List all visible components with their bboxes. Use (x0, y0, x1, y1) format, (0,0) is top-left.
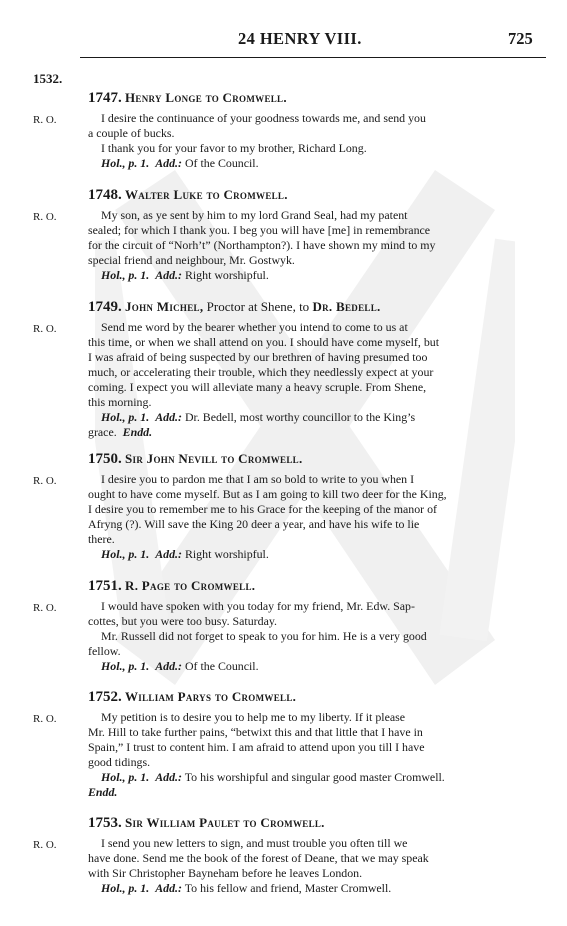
margin-note: R. O. (33, 475, 57, 487)
entry-line: Spain,” I trust to content him. I am afraid to attend upon you till I have (88, 740, 425, 754)
entry-heading: 1750. Sir John Nevill to Cromwell. (88, 451, 303, 467)
entry-line: special friend and neighbour, Mr. Gostwyk. (88, 253, 295, 267)
address-line: Hol., p. 1. Add.: Right worshipful. (101, 547, 269, 561)
entry-line: this time, or when we shall attend on you. I should have come myself, but (88, 335, 440, 349)
address-line: Hol., p. 1. Add.: To his worshipful and singular good master Cromwell. (101, 770, 445, 784)
entry-line: have done. Send me the book of the forest of Deane, that we may speak (88, 851, 429, 865)
entry-line: there. (88, 532, 115, 546)
entry-line: I was afraid of being suspected by our brethren of having presumed too (88, 350, 428, 364)
entry-line: My petition is to desire you to help me to my liberty. If it please (101, 710, 406, 724)
running-header (0, 29, 567, 55)
address-line-cont: grace. Endd. (88, 425, 153, 439)
entry-heading: 1752. William Parys to Cromwell. (88, 689, 297, 705)
entry-line: I desire you to remember me to his Grace for the keeping of the manor of (88, 502, 437, 516)
address-line: Hol., p. 1. Add.: Of the Council. (101, 156, 259, 170)
entry-line: I thank you for your favor to my brother, Richard Long. (101, 141, 367, 155)
entry-line: much, or accelerating their trouble, which they needlessly expect at your (88, 365, 434, 379)
entry-line: good tidings. (88, 755, 151, 769)
entry-line: Afryng (?). Will save the King 20 deer a year, and have his wife to lie (88, 517, 420, 531)
entry-heading: 1751. R. Page to Cromwell. (88, 578, 256, 594)
entry-line: My son, as ye sent by him to my lord Grand Seal, had my patent (101, 208, 408, 222)
page-number: 725 (508, 29, 533, 48)
entry-line: ought to have come myself. But as I am going to kill two deer for the King, (88, 487, 447, 501)
entry-line: I desire you to pardon me that I am so bold to write to you when I (101, 472, 415, 486)
entry-line: with Sir Christopher Bayneham before he leaves London. (88, 866, 363, 880)
endorsement: Endd. (88, 785, 118, 799)
entry-line: for the circuit of “Norh’t” (Northampton?). I have shown my mind to my (88, 238, 436, 252)
entry-line: Mr. Hill to take further pains, “betwixt this and that little that I have in (88, 725, 423, 739)
address-line: Hol., p. 1. Add.: To his fellow and friend, Master Cromwell. (101, 881, 392, 895)
margin-note: R. O. (33, 114, 57, 126)
entry-line: this morning. (88, 395, 152, 409)
margin-note: R. O. (33, 839, 57, 851)
entry-line: I send you new letters to sign, and must trouble you often till we (101, 836, 408, 850)
header-rule (80, 57, 546, 58)
entry-heading: 1748. Walter Luke to Cromwell. (88, 187, 288, 203)
entry-line: Mr. Russell did not forget to speak to you for him. He is a very good (101, 629, 427, 643)
entry-line: fellow. (88, 644, 121, 658)
year-marker: 1532. (33, 71, 63, 86)
entry-line: Send me word by the bearer whether you intend to come to us at (101, 320, 408, 334)
margin-note: R. O. (33, 323, 57, 335)
entry-line: I desire the continuance of your goodness towards me, and send you (101, 111, 426, 125)
entry-line: a couple of bucks. (88, 126, 175, 140)
entry-heading: 1753. Sir William Paulet to Cromwell. (88, 815, 325, 831)
margin-note: R. O. (33, 602, 57, 614)
address-line: Hol., p. 1. Add.: Right worshipful. (101, 268, 269, 282)
entry-line: cottes, but you were too busy. Saturday. (88, 614, 278, 628)
entry-heading: 1747. Henry Longe to Cromwell. (88, 90, 287, 106)
margin-note: R. O. (33, 211, 57, 223)
entry-line: sealed; for which I thank you. I beg you will have [me] in remembrance (88, 223, 431, 237)
watermark-bar-right (439, 239, 515, 642)
entry-heading: 1749. John Michel, Proctor at Shene, to Dr. Bedell. (88, 299, 381, 315)
entry-line: coming. I expect you will alleviate many a heavy scruple. From Shene, (88, 380, 427, 394)
margin-note: R. O. (33, 713, 57, 725)
address-line: Hol., p. 1. Add.: Dr. Bedell, most worthy councillor to the King’s (101, 410, 416, 424)
address-line: Hol., p. 1. Add.: Of the Council. (101, 659, 259, 673)
entry-line: I would have spoken with you today for my friend, Mr. Edw. Sap- (101, 599, 415, 613)
running-header-title: 24 HENRY VIII. (238, 29, 362, 48)
